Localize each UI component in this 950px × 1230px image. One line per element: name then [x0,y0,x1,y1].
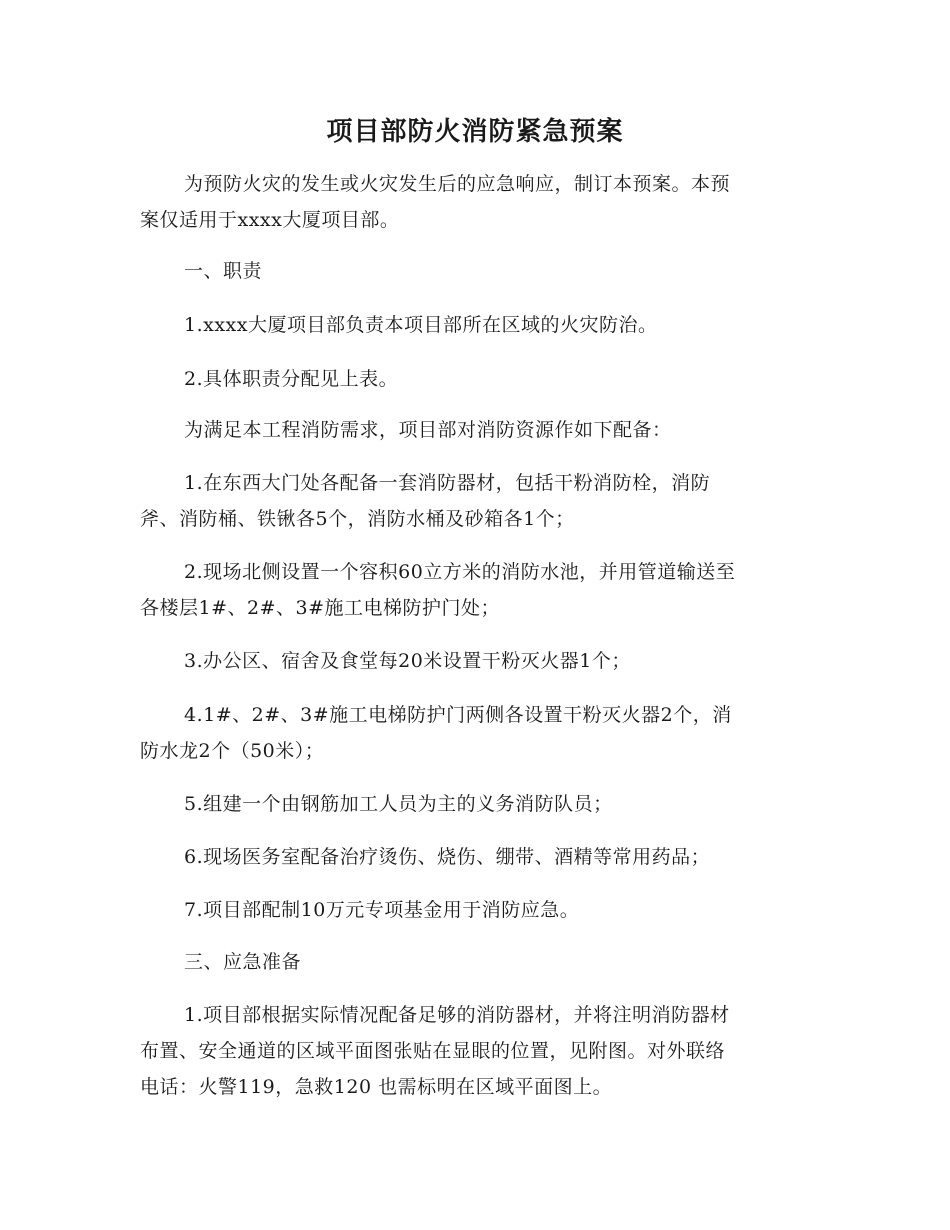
paragraph-item [140,554,808,626]
paragraph-line: 为满足本工程消防需求，项目部对消防资源作如下配备： [184,419,672,441]
paragraph-item [140,465,808,537]
section-heading-responsibilities [140,253,808,289]
paragraph-line: 2.现场北侧设置一个容积60立方米的消防水池，并用管道输送至 [184,561,736,583]
paragraph-line: 斧、消防桶、铁锹各5个，消防水桶及砂箱各1个； [140,508,575,530]
paragraph-line: 5.组建一个由钢筋加工人员为主的义务消防队员； [184,793,613,815]
paragraph-line: 6.现场医务室配备治疗烫伤、烧伤、绷带、酒精等常用药品； [184,846,711,868]
paragraph-line: 防水龙2个（50米）； [140,740,325,762]
paragraph-line: 1.在东西大门处各配备一套消防器材，包括干粉消防栓，消防 [184,472,711,494]
paragraph-item [140,997,808,1105]
paragraph-item [140,361,808,397]
paragraph-line: 三、应急准备 [184,951,302,973]
section-heading-emergency-prep [140,944,808,980]
paragraph-item [140,786,808,822]
paragraph-resources [140,412,808,448]
paragraph-line: 一、职责 [184,260,263,282]
paragraph-line: 2.具体职责分配见上表。 [184,368,399,390]
paragraph-line: 3.办公区、宿舍及食堂每20米设置干粉灭火器1个； [184,650,631,672]
paragraph-line: 为预防火灾的发生或火灾发生后的应急响应，制订本预案。本预 [184,173,731,195]
paragraph-line: 4.1#、2#、3#施工电梯防护门两侧各设置干粉灭火器2个，消 [184,704,732,726]
paragraph-line: 7.项目部配制10万元专项基金用于消防应急。 [184,899,580,921]
paragraph-line: 各楼层1#、2#、3#施工电梯防护门处； [140,597,501,619]
paragraph-line: 1.xxxx大厦项目部负责本项目部所在区域的火灾防治。 [184,314,658,336]
paragraph-line: 布置、安全通道的区域平面图张贴在显眼的位置，见附图。对外联络 [140,1040,726,1062]
paragraph-line: 1.项目部根据实际情况配备足够的消防器材，并将注明消防器材 [184,1004,730,1026]
paragraph-intro [140,166,808,238]
document-title: 项目部防火消防紧急预案 [326,117,624,147]
paragraph-item [140,697,808,769]
paragraph-line: 电话：火警119，急救120 也需标明在区域平面图上。 [140,1076,613,1098]
paragraph-line: 案仅适用于xxxx大厦项目部。 [140,209,400,231]
paragraph-item [140,839,808,875]
paragraph-item [140,307,808,343]
paragraph-item [140,892,808,928]
paragraph-item [140,643,808,679]
